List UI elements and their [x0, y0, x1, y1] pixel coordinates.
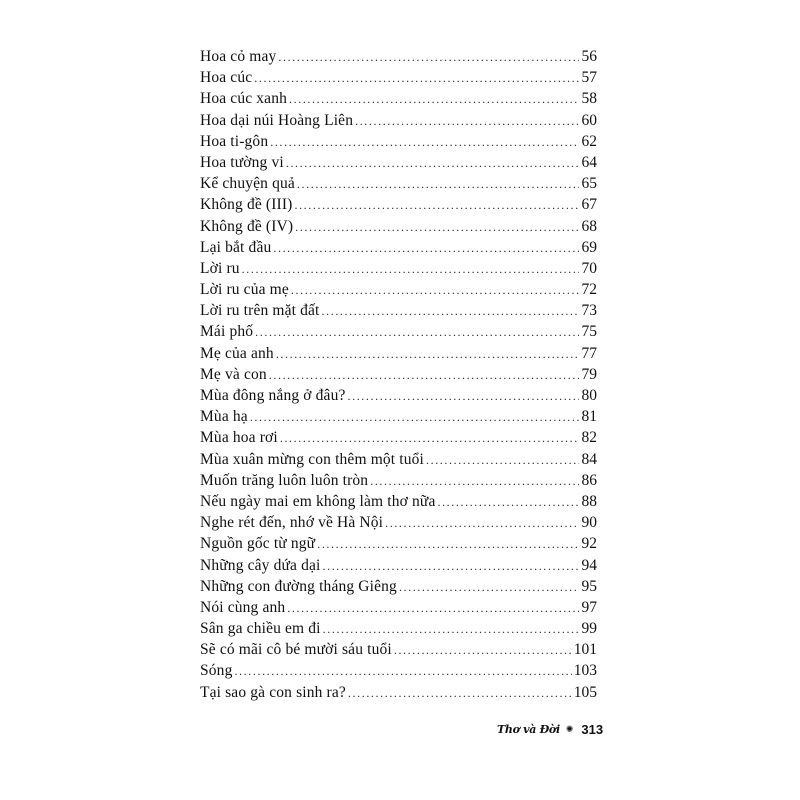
entry-title: Những con đường tháng Giêng: [200, 577, 397, 595]
entry-page-number: 67: [581, 196, 597, 214]
dot-leader: [426, 450, 579, 471]
dot-leader: [255, 322, 579, 343]
dot-leader: [234, 661, 571, 682]
entry-title: Lời ru của mẹ: [200, 281, 289, 299]
entry-title: Mẹ và con: [200, 365, 267, 383]
entry-page-number: 72: [581, 281, 597, 299]
entry-title: Nguồn gốc từ ngữ: [200, 535, 316, 553]
running-title: Thơ và Đời: [497, 723, 560, 736]
entry-page-number: 90: [581, 514, 597, 532]
entry-page-number: 101: [573, 641, 597, 659]
entry-page-number: 77: [581, 344, 597, 362]
entry-title: Hoa tường vi: [200, 153, 284, 171]
entry-title: Kể chuyện quả: [200, 175, 295, 193]
toc-entry: [200, 67, 597, 88]
toc-entry: [200, 131, 597, 152]
page-footer: [497, 722, 603, 737]
entry-title: Muốn trăng luôn luôn tròn: [200, 471, 369, 489]
dot-leader: [291, 280, 579, 301]
entry-page-number: 60: [581, 111, 597, 129]
entry-page-number: 58: [581, 90, 597, 108]
entry-title: Nghe rét đến, nhớ về Hà Nội: [200, 514, 384, 532]
entry-page-number: 86: [581, 471, 597, 489]
entry-page-number: 75: [581, 323, 597, 341]
toc-entry: [200, 512, 597, 533]
entry-title: Hoa ti-gôn: [200, 132, 269, 150]
entry-title: Hoa cỏ may: [200, 48, 277, 65]
entry-title: Sóng: [200, 662, 233, 680]
dot-leader: [370, 471, 579, 492]
dot-leader: [287, 598, 579, 619]
toc-entry: [200, 343, 597, 364]
toc-entry: [200, 533, 597, 554]
toc-entry: [200, 258, 597, 279]
dot-leader: [348, 683, 572, 704]
dot-leader: [242, 259, 579, 280]
toc-entry: [200, 682, 597, 703]
entry-page-number: 95: [581, 577, 597, 595]
dot-leader: [355, 111, 579, 132]
toc-entry: [200, 110, 597, 131]
page-number: 313: [581, 722, 604, 737]
dot-leader: [286, 153, 579, 174]
toc-entry: [200, 639, 597, 660]
entry-page-number: 57: [581, 69, 597, 87]
dot-leader: [289, 89, 579, 110]
table-of-contents: [200, 46, 597, 703]
dot-leader: [269, 365, 579, 386]
toc-entry: [200, 216, 597, 237]
entry-page-number: 94: [581, 556, 597, 574]
entry-page-number: 68: [581, 217, 597, 235]
entry-page-number: 97: [581, 598, 597, 616]
toc-entry: [200, 364, 597, 385]
entry-title: Nếu ngày mai em không làm thơ nữa: [200, 492, 436, 510]
entry-title: Mùa xuân mừng con thêm một tuổi: [200, 450, 424, 468]
toc-entry: [200, 237, 597, 258]
entry-title: Không đề (III): [200, 196, 293, 214]
dot-leader: [317, 534, 579, 555]
entry-title: Sân ga chiều em đi: [200, 620, 321, 638]
dot-leader: [323, 619, 579, 640]
toc-entry: [200, 597, 597, 618]
entry-page-number: 56: [581, 48, 597, 65]
entry-page-number: 80: [581, 387, 597, 404]
entry-title: Mùa đông nắng ở đâu?: [200, 387, 346, 404]
entry-page-number: 92: [581, 535, 597, 553]
dot-leader: [270, 132, 579, 153]
entry-title: Hoa cúc: [200, 69, 253, 87]
entry-title: Lời ru: [200, 259, 240, 277]
entry-page-number: 105: [573, 683, 597, 701]
toc-entry: [200, 491, 597, 512]
dot-leader: [399, 577, 579, 598]
dot-leader: [250, 407, 579, 428]
toc-entry: [200, 555, 597, 576]
dot-leader: [280, 428, 579, 449]
entry-page-number: 81: [581, 408, 597, 426]
dot-leader: [278, 47, 579, 68]
dot-leader: [348, 386, 580, 407]
entry-title: Mùa hạ: [200, 408, 248, 426]
dot-leader: [297, 174, 579, 195]
toc-entry: [200, 406, 597, 427]
dot-leader: [273, 238, 579, 259]
entry-page-number: 84: [581, 450, 597, 468]
entry-title: Lại bắt đầu: [200, 238, 272, 256]
dot-leader: [322, 301, 579, 322]
toc-entry: [200, 470, 597, 491]
dot-leader: [323, 556, 580, 577]
toc-entry: [200, 449, 597, 470]
entry-page-number: 99: [581, 620, 597, 638]
entry-page-number: 65: [581, 175, 597, 193]
entry-title: Nói cùng anh: [200, 598, 286, 616]
toc-entry: [200, 321, 597, 342]
entry-page-number: 82: [581, 429, 597, 447]
entry-title: Sẽ có mãi cô bé mười sáu tuổi: [200, 641, 392, 659]
entry-page-number: 70: [581, 259, 597, 277]
entry-title: Mái phố: [200, 323, 254, 341]
dot-leader: [437, 492, 579, 513]
ornament-icon: ✺: [565, 724, 574, 734]
entry-page-number: 62: [581, 132, 597, 150]
entry-page-number: 73: [581, 302, 597, 320]
entry-title: Những cây dứa dại: [200, 556, 321, 574]
dot-leader: [294, 195, 579, 216]
dot-leader: [295, 217, 579, 238]
entry-title: Hoa cúc xanh: [200, 90, 288, 108]
toc-entry: [200, 88, 597, 109]
entry-page-number: 64: [581, 153, 597, 171]
dot-leader: [394, 640, 572, 661]
toc-entry: [200, 660, 597, 681]
toc-entry: [200, 385, 597, 406]
toc-entry: [200, 300, 597, 321]
toc-entry: [200, 152, 597, 173]
toc-entry: [200, 618, 597, 639]
entry-page-number: 88: [581, 492, 597, 510]
toc-entry: [200, 279, 597, 300]
entry-title: Mẹ của anh: [200, 344, 274, 362]
dot-leader: [385, 513, 579, 534]
toc-entry: [200, 46, 597, 67]
entry-title: Tại sao gà con sinh ra?: [200, 683, 346, 701]
toc-entry: [200, 173, 597, 194]
entry-title: Mùa hoa rơi: [200, 429, 278, 447]
entry-title: Không đề (IV): [200, 217, 294, 235]
dot-leader: [254, 68, 579, 89]
entry-page-number: 103: [573, 662, 597, 680]
entry-page-number: 79: [581, 365, 597, 383]
toc-entry: [200, 427, 597, 448]
dot-leader: [276, 344, 579, 365]
toc-entry: [200, 194, 597, 215]
entry-title: Lời ru trên mặt đất: [200, 302, 320, 320]
entry-page-number: 69: [581, 238, 597, 256]
toc-entry: [200, 576, 597, 597]
entry-title: Hoa dại núi Hoàng Liên: [200, 111, 354, 129]
